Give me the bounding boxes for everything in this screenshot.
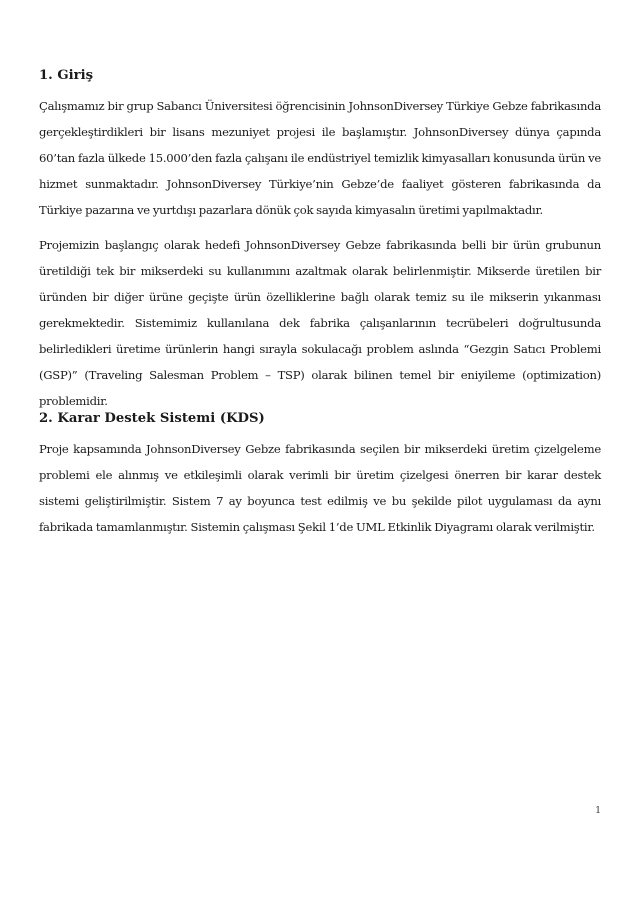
document-page — [39, 0, 601, 903]
paragraph-kds-1: Proje kapsamında JohnsonDiversey Gebze fabrikasında seçilen bir mikserdeki üretim çizelgeleme problemi ele alınmış ve etkileşimli olarak verimli bir üretim çizelgesi önerren bir karar destek sistemi geliştirilmiştir. Sistem 7 ay boyunca test edilmiş ve bu şekilde pilot uygulaması da aynı fabrikada tamamlanmıştır. Sistemin çalışması Şekil 1’de UML Etkinlik Diyagramı olarak verilmiştir. — [39, 442, 601, 534]
section-heading-giris: 1. Giriş — [39, 68, 94, 83]
page-number: 1 — [595, 806, 601, 816]
paragraph-giris-1: Çalışmamız bir grup Sabancı Üniversitesi öğrencisinin JohnsonDiversey Türkiye Gebze fabrikasında gerçekleştirdikleri bir lisans mezuniyet projesi ile başlamıştır. JohnsonDiversey dünya çapında 60’tan fazla ülkede 15.000’den fazla çalışanı ile endüstriyel temizlik kimyasalları konusunda ürün ve hizmet sunmaktadır. JohnsonDiversey Türkiye’nin Gebze’de faaliyet gösteren fabrikasında da Türkiye pazarına ve yurtdışı pazarlara dönük çok sayıda kimyasalın üretimi yapılmaktadır. — [39, 99, 601, 217]
section-heading-kds: 2. Karar Destek Sistemi (KDS) — [39, 411, 265, 426]
paragraph-giris-2: Projemizin başlangıç olarak hedefi JohnsonDiversey Gebze fabrikasında belli bir ürün grubunun üretildiği tek bir mikserdeki su kullanımını azaltmak olarak belirlenmiştir. Mikserde üretilen bir üründen bir diğer ürüne geçişte ürün özelliklerine bağlı olarak temiz su ile mikserin yıkanması gerekmektedir. Sistemimiz kullanılana dek fabrika çalışanlarının tecrübeleri doğrultusunda belirledikleri üretime ürünlerin hangi sırayla sokulacağı problem aslında “Gezgin Satıcı Problemi (GSP)” (Traveling Salesman Problem – TSP) olarak bilinen temel bir eniyileme (optimization) problemidir. — [39, 238, 601, 408]
